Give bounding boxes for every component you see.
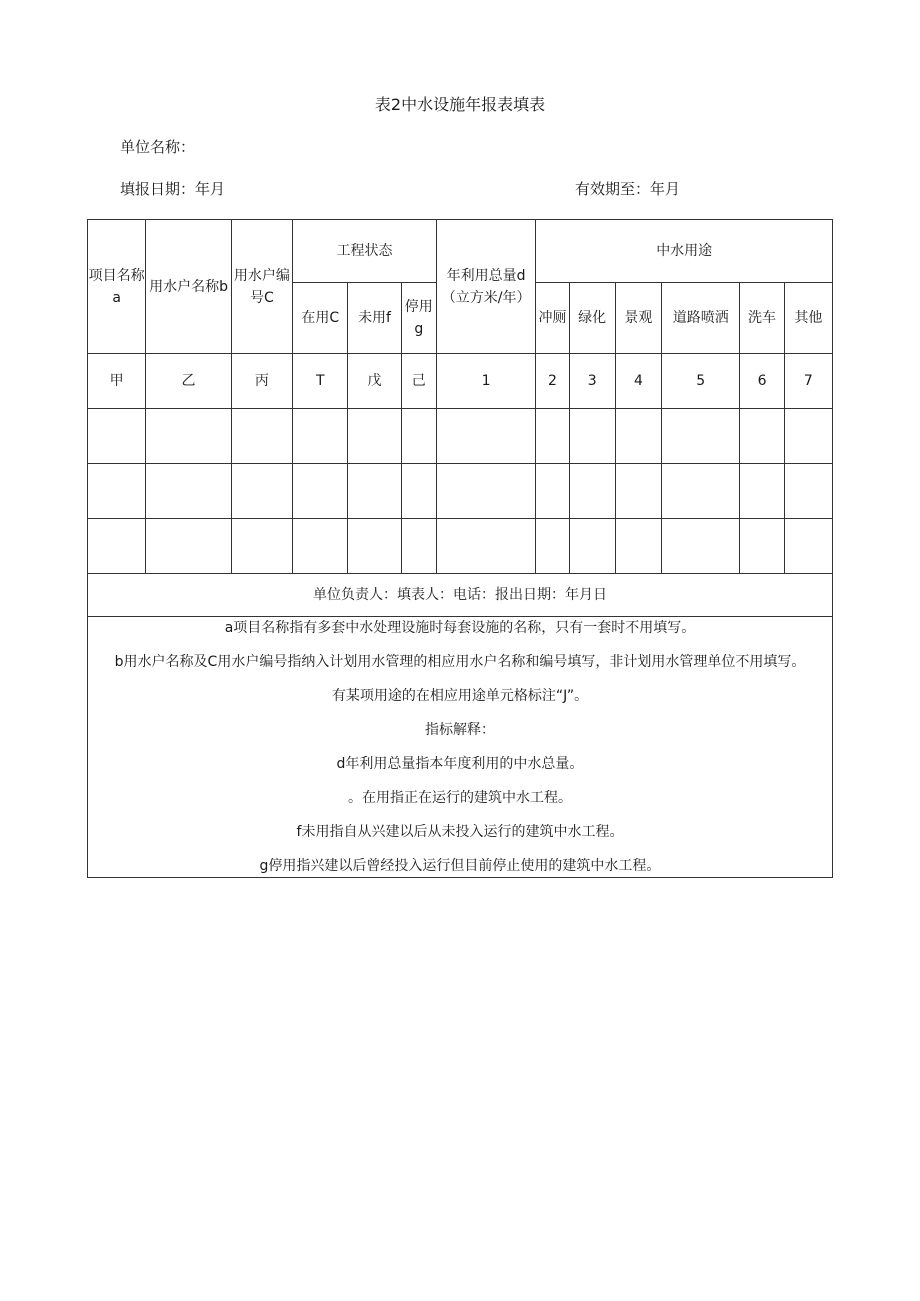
note-project-name: a项目名称指有多套中水处理设施时每套设施的名称，只有一套时不用填写。 <box>224 620 696 636</box>
blank-cell[interactable] <box>740 409 784 464</box>
code-cell: 6 <box>740 354 784 409</box>
blank-cell[interactable] <box>784 519 832 574</box>
note-unused: f未用指自从兴建以后从未投入运行的建筑中水工程。 <box>296 824 624 840</box>
table-row <box>88 519 833 574</box>
code-cell: 7 <box>784 354 832 409</box>
header-in-use: 在用C <box>293 283 348 354</box>
blank-cell[interactable] <box>146 464 231 519</box>
code-cell: 乙 <box>146 354 231 409</box>
blank-cell[interactable] <box>146 409 231 464</box>
note-user-name-code: b用水户名称及C用水户编号指纳入计划用水管理的相应用水户名称和编号填写，非计划用水管理单位不用填写。 <box>114 654 806 670</box>
note-annual-total: d年利用总量指本年度利用的中水总量。 <box>336 756 584 772</box>
blank-cell[interactable] <box>569 409 615 464</box>
blank-cell[interactable] <box>88 464 146 519</box>
header-unused: 未用f <box>348 283 401 354</box>
header-landscape: 景观 <box>615 283 661 354</box>
code-row <box>88 354 833 409</box>
header-flush: 冲厕 <box>536 283 569 354</box>
blank-cell[interactable] <box>401 409 436 464</box>
code-cell: T <box>293 354 348 409</box>
blank-cell[interactable] <box>740 464 784 519</box>
blank-cell[interactable] <box>436 409 536 464</box>
blank-cell[interactable] <box>146 519 231 574</box>
blank-cell[interactable] <box>436 464 536 519</box>
blank-cell[interactable] <box>348 519 401 574</box>
blank-cell[interactable] <box>536 409 569 464</box>
blank-cell[interactable] <box>662 519 740 574</box>
page-title: 表2中水设施年报表填表 <box>374 95 546 114</box>
blank-cell[interactable] <box>436 519 536 574</box>
blank-cell[interactable] <box>293 519 348 574</box>
header-user-name: 用水户名称b <box>146 220 231 354</box>
blank-cell[interactable] <box>662 409 740 464</box>
unit-name-label: 单位名称： <box>120 138 196 156</box>
blank-cell[interactable] <box>662 464 740 519</box>
note-usage-mark: 有某项用途的在相应用途单元格标注“J”。 <box>331 688 589 704</box>
blank-cell[interactable] <box>231 409 292 464</box>
blank-cell[interactable] <box>569 519 615 574</box>
blank-cell[interactable] <box>348 464 401 519</box>
header-stopped: 停用g <box>401 283 436 354</box>
code-cell: 甲 <box>88 354 146 409</box>
blank-cell[interactable] <box>293 464 348 519</box>
header-usage-group: 中水用途 <box>536 220 833 283</box>
blank-cell[interactable] <box>293 409 348 464</box>
report-table <box>87 219 833 878</box>
signature-row: 单位负责人：填表人：电话：报出日期：年月日 <box>88 574 833 617</box>
note-in-use: 。在用指正在运行的建筑中水工程。 <box>348 790 572 806</box>
blank-cell[interactable] <box>536 519 569 574</box>
blank-cell[interactable] <box>569 464 615 519</box>
code-cell: 戊 <box>348 354 401 409</box>
header-car-wash: 洗车 <box>740 283 784 354</box>
blank-cell[interactable] <box>401 464 436 519</box>
valid-until-label: 有效期至：年月 <box>575 180 681 198</box>
header-road-spray: 道路喷洒 <box>662 283 740 354</box>
blank-cell[interactable] <box>536 464 569 519</box>
blank-cell[interactable] <box>615 464 661 519</box>
code-cell: 4 <box>615 354 661 409</box>
table-row <box>88 464 833 519</box>
blank-cell[interactable] <box>231 519 292 574</box>
blank-cell[interactable] <box>88 519 146 574</box>
header-greening: 绿化 <box>569 283 615 354</box>
blank-cell[interactable] <box>615 409 661 464</box>
blank-cell[interactable] <box>784 464 832 519</box>
table-row <box>88 409 833 464</box>
blank-cell[interactable] <box>784 409 832 464</box>
code-cell: 5 <box>662 354 740 409</box>
note-indicator-heading: 指标解释： <box>425 722 495 738</box>
header-annual-total: 年利用总量d（立方米/年） <box>436 220 536 354</box>
code-cell: 丙 <box>231 354 292 409</box>
blank-cell[interactable] <box>88 409 146 464</box>
blank-cell[interactable] <box>401 519 436 574</box>
notes-section <box>88 617 833 878</box>
code-cell: 1 <box>436 354 536 409</box>
blank-cell[interactable] <box>740 519 784 574</box>
note-stopped: g停用指兴建以后曾经投入运行但目前停止使用的建筑中水工程。 <box>259 858 661 874</box>
blank-cell[interactable] <box>348 409 401 464</box>
fill-date-label: 填报日期：年月 <box>120 180 226 198</box>
header-project-name: 项目名称a <box>88 220 146 354</box>
blank-cell[interactable] <box>615 519 661 574</box>
header-user-code: 用水户编号C <box>231 220 292 354</box>
header-other: 其他 <box>784 283 832 354</box>
header-status-group: 工程状态 <box>293 220 437 283</box>
blank-cell[interactable] <box>231 464 292 519</box>
code-cell: 3 <box>569 354 615 409</box>
code-cell: 己 <box>401 354 436 409</box>
code-cell: 2 <box>536 354 569 409</box>
